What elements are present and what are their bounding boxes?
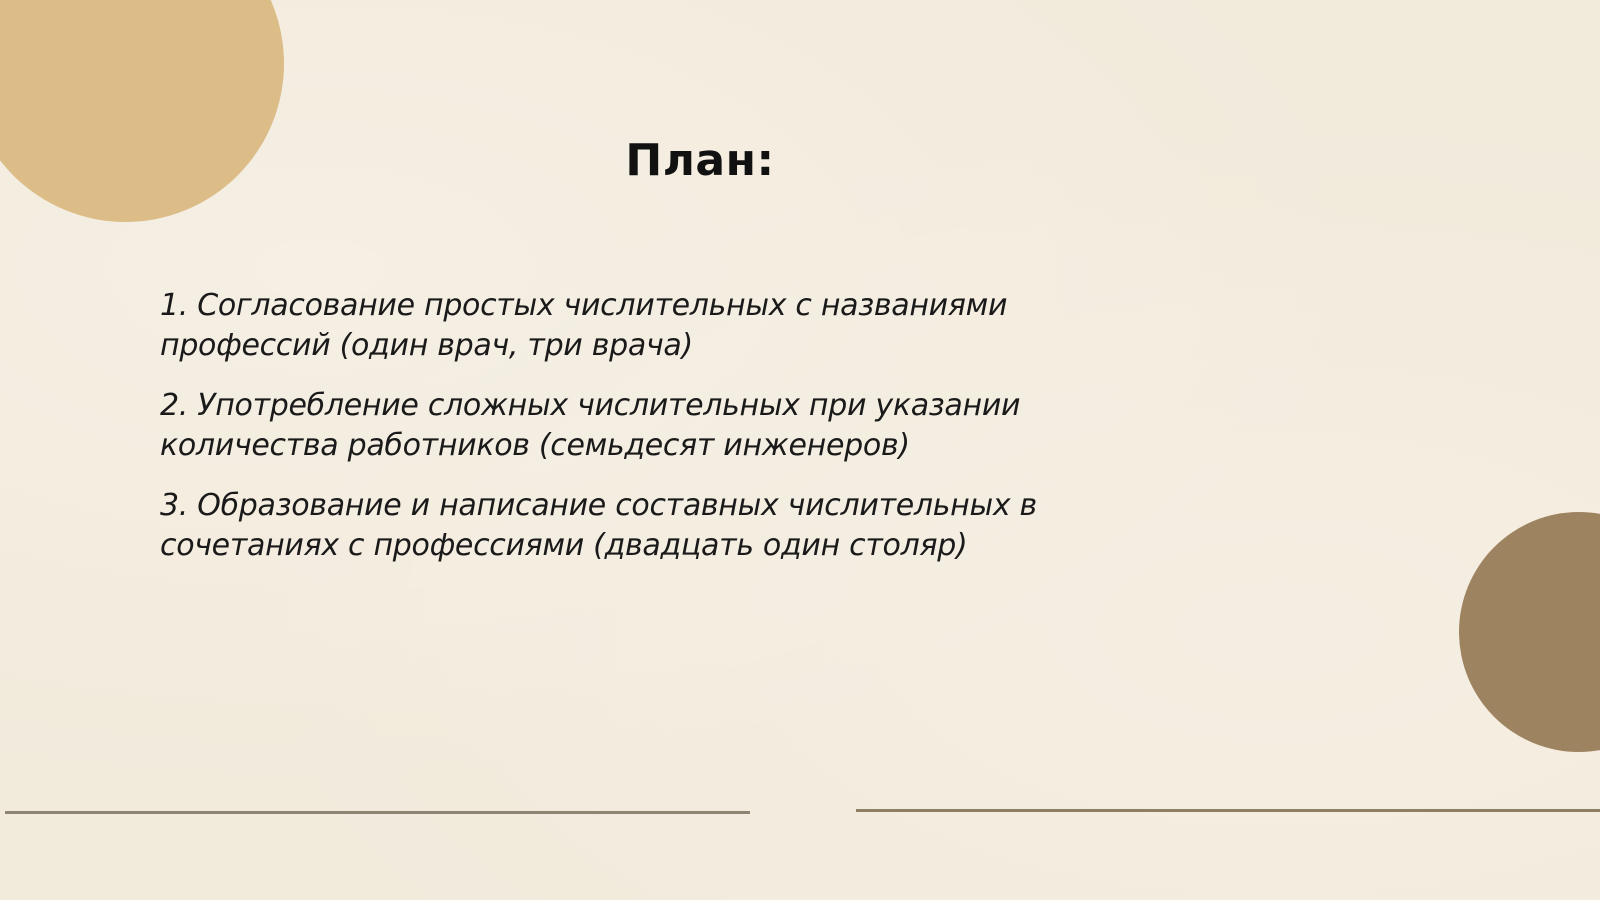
slide-title: План: [625, 135, 775, 186]
plan-item-3: 3. Образование и написание составных числительных в сочетаниях с профессиями (двадцать один столяр) [160, 488, 1037, 563]
plan-list [160, 286, 1100, 586]
divider-line-right [856, 809, 1600, 812]
decorative-circle-top-left [0, 0, 284, 222]
plan-item-2: 2. Употребление сложных числительных при указании количества работников (семьдесят инженеров) [160, 388, 1021, 463]
plan-item-1: 1. Согласование простых числительных с названиями профессий (один врач, три врача) [160, 288, 1008, 363]
decorative-circle-right [1459, 512, 1600, 752]
divider-line-left [5, 811, 750, 814]
